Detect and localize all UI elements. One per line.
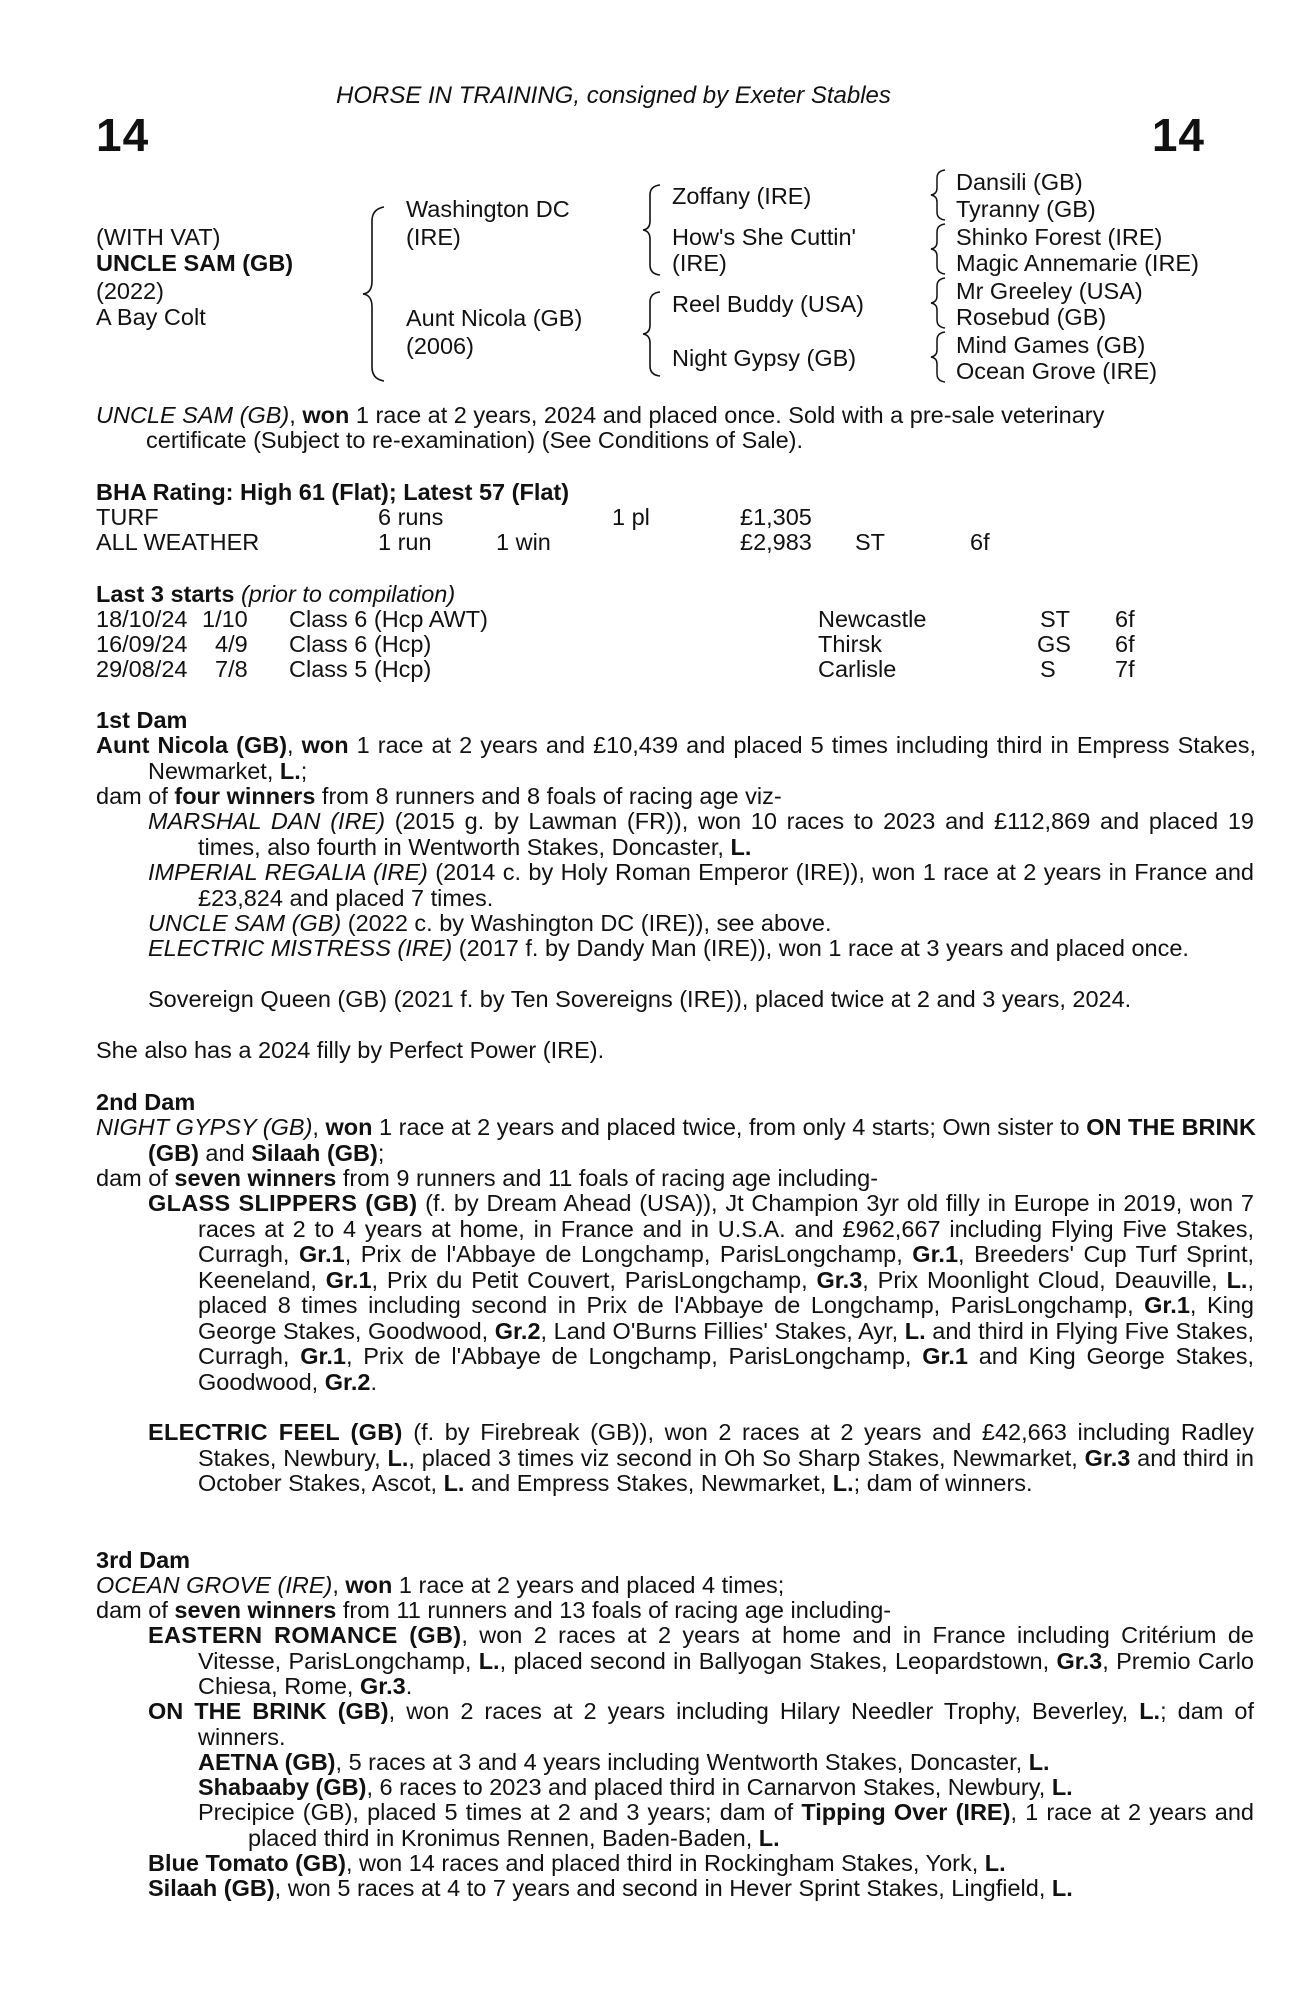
rating-heading: BHA Rating: High 61 (Flat); Latest 57 (Flat) bbox=[96, 479, 570, 505]
pedigree-brace-dam bbox=[640, 290, 666, 378]
dam1-produce-5: Sovereign Queen (GB) (2021 f. by Ten Sovereigns (IRE)), placed twice at 2 and 3 years, 2024. bbox=[148, 986, 1132, 1012]
dam3-produce-blue-tomato: Blue Tomato (GB), won 14 races and placed third in Rockingham Stakes, York, L. bbox=[148, 1850, 1006, 1876]
dam2-produce-electric-feel: ELECTRIC FEEL (GB) (f. by Firebreak (GB)), won 2 races at 2 years and £42,663 including Radley Stakes, Newbury, L., placed 3 times viz second in Oh So Sharp Stakes, Newmarket, Gr.3 and third in October Stakes, Ascot, L. and Empress Stakes, Newmarket, L.; dam of winners. bbox=[148, 1419, 1255, 1496]
start-3-race: Class 5 (Hcp) bbox=[289, 656, 432, 682]
dam3-dam-of: dam of seven winners from 11 runners and 13 foals of racing age including- bbox=[96, 1597, 892, 1623]
dam3-grand-aetna: AETNA (GB), 5 races at 3 and 4 years including Wentworth Stakes, Doncaster, L. bbox=[198, 1749, 1050, 1775]
horse-name: UNCLE SAM (GB) bbox=[96, 250, 294, 276]
g4-6: Rosebud (GB) bbox=[956, 304, 1107, 330]
pedigree-brace-g3-3 bbox=[928, 276, 950, 330]
pedigree-brace-sire bbox=[640, 183, 666, 277]
start-2-pos: 4/9 bbox=[215, 631, 248, 657]
start-2-course: Thirsk bbox=[818, 631, 882, 657]
vat-note: (WITH VAT) bbox=[96, 224, 221, 250]
horse-sex: A Bay Colt bbox=[96, 304, 206, 330]
turf-prize: £1,305 bbox=[740, 504, 812, 530]
aw-distance: 6f bbox=[970, 529, 990, 555]
pedigree-brace-main bbox=[360, 205, 390, 383]
dam2-heading: 2nd Dam bbox=[96, 1089, 196, 1115]
sire-sire: Zoffany (IRE) bbox=[672, 183, 812, 209]
dam1-produce-2: IMPERIAL REGALIA (IRE) (2014 c. by Holy Roman Emperor (IRE)), won 1 race at 2 years in France and £23,824 and placed 7 times. bbox=[148, 859, 1254, 911]
pedigree-brace-g3-4 bbox=[928, 330, 950, 384]
sire-dam: How's She Cuttin' bbox=[672, 224, 856, 250]
sire-name: Washington DC bbox=[406, 196, 570, 222]
sire-dam-country: (IRE) bbox=[672, 250, 727, 276]
dam-name: Aunt Nicola (GB) bbox=[406, 305, 583, 331]
start-1-going: ST bbox=[1040, 606, 1071, 632]
start-1-pos: 1/10 bbox=[202, 606, 248, 632]
page-title: HORSE IN TRAINING, consigned by Exeter Stables bbox=[336, 82, 891, 109]
turf-placed: 1 pl bbox=[612, 504, 650, 530]
turf-runs: 6 runs bbox=[378, 504, 444, 530]
lot-number-right: 14 bbox=[1151, 109, 1205, 161]
start-2-dist: 6f bbox=[1115, 631, 1135, 657]
dam3-produce-eastern-romance: EASTERN ROMANCE (GB), won 2 races at 2 years at home and in France including Critérium de Vitesse, ParisLongchamp, L., placed second in Ballyogan Stakes, Leopardstown, Gr.3, Premio Carlo Chiesa, Rome, Gr.3. bbox=[148, 1622, 1254, 1699]
start-2-date: 16/09/24 bbox=[96, 631, 188, 657]
summary-text-2: certificate (Subject to re-examination) (See Conditions of Sale). bbox=[146, 427, 804, 453]
dam1-produce-4: ELECTRIC MISTRESS (IRE) (2017 f. by Dandy Man (IRE)), won 1 race at 3 years and placed once. bbox=[148, 935, 1189, 961]
g4-2: Tyranny (GB) bbox=[956, 196, 1096, 222]
dam3-grand-precipice: Precipice (GB), placed 5 times at 2 and 3 years; dam of Tipping Over (IRE), 1 race at 2 years and placed third in Kronimus Rennen, Baden-Baden, L. bbox=[198, 1799, 1254, 1851]
g4-4: Magic Annemarie (IRE) bbox=[956, 250, 1199, 276]
start-1-dist: 6f bbox=[1115, 606, 1135, 632]
dam1-paragraph: Aunt Nicola (GB), won 1 race at 2 years and £10,439 and placed 5 times including third in Empress Stakes, Newmarket, L.; bbox=[96, 732, 1256, 784]
dam1-produce-3: UNCLE SAM (GB) (2022 c. by Washington DC (IRE)), see above. bbox=[148, 910, 832, 936]
summary-horse-name: UNCLE SAM (GB) bbox=[96, 402, 290, 428]
g4-8: Ocean Grove (IRE) bbox=[956, 358, 1158, 384]
g4-1: Dansili (GB) bbox=[956, 169, 1083, 195]
aw-surface: ALL WEATHER bbox=[96, 529, 260, 555]
dam3-line: OCEAN GROVE (IRE), won 1 race at 2 years and placed 4 times; bbox=[96, 1572, 785, 1598]
turf-surface: TURF bbox=[96, 504, 159, 530]
start-3-course: Carlisle bbox=[818, 656, 897, 682]
g4-3: Shinko Forest (IRE) bbox=[956, 224, 1163, 250]
dam1-dam-of: dam of four winners from 8 runners and 8 foals of racing age viz- bbox=[96, 783, 782, 809]
aw-runs: 1 run bbox=[378, 529, 432, 555]
g4-7: Mind Games (GB) bbox=[956, 332, 1146, 358]
start-3-going: S bbox=[1040, 656, 1056, 682]
start-2-going: GS bbox=[1037, 631, 1071, 657]
dam3-produce-silaah: Silaah (GB), won 5 races at 4 to 7 years and second in Hever Sprint Stakes, Lingfield, L. bbox=[148, 1875, 1073, 1901]
summary-line-1: UNCLE SAM (GB), won 1 race at 2 years, 2024 and placed once. Sold with a pre-sale veterinary bbox=[96, 402, 1105, 428]
dam1-produce-1: MARSHAL DAN (IRE) (2015 g. by Lawman (FR)), won 10 races to 2023 and £112,869 and placed 19 times, also fourth in Wentworth Stakes, Doncaster, L. bbox=[148, 808, 1254, 860]
start-3-dist: 7f bbox=[1115, 656, 1135, 682]
start-1-race: Class 6 (Hcp AWT) bbox=[289, 606, 488, 632]
sire-country: (IRE) bbox=[406, 224, 461, 250]
dam2-produce-glass-slippers: GLASS SLIPPERS (GB) (f. by Dream Ahead (USA)), Jt Champion 3yr old filly in Europe in 2019, won 7 races at 2 to 4 years at home, in France and in U.S.A. and £962,667 including Flying Five Stakes, Curragh, Gr.1, Prix de l'Abbaye de Longchamp, ParisLongchamp, Gr.1, Breeders' Cup Turf Sprint, Keeneland, Gr.1, Prix du Petit Couvert, ParisLongchamp, Gr.3, Prix Moonlight Cloud, Deauville, L., placed 8 times including second in Prix de l'Abbaye de Longchamp, ParisLongchamp, Gr.1, King George Stakes, Goodwood, Gr.2, Land O'Burns Fillies' Stakes, Ayr, L. and third in Flying Five Stakes, Curragh, Gr.1, Prix de l'Abbaye de Longchamp, ParisLongchamp, Gr.1 and King George Stakes, Goodwood, Gr.2. bbox=[148, 1190, 1255, 1395]
lot-number-left: 14 bbox=[96, 109, 150, 161]
pedigree-brace-g3-1 bbox=[928, 168, 950, 222]
dam-sire: Reel Buddy (USA) bbox=[672, 291, 864, 317]
last-starts-heading: Last 3 starts (prior to compilation) bbox=[96, 581, 456, 607]
dam-dam: Night Gypsy (GB) bbox=[672, 345, 857, 371]
dam3-produce-on-the-brink: ON THE BRINK (GB), won 2 races at 2 years including Hilary Needler Trophy, Beverley, L.; dam of winners. bbox=[148, 1698, 1254, 1750]
start-1-date: 18/10/24 bbox=[96, 606, 188, 632]
horse-year: (2022) bbox=[96, 278, 164, 304]
aw-prize: £2,983 bbox=[740, 529, 812, 555]
g4-5: Mr Greeley (USA) bbox=[956, 278, 1143, 304]
dam3-heading: 3rd Dam bbox=[96, 1547, 191, 1573]
aw-wins: 1 win bbox=[496, 529, 551, 555]
start-1-course: Newcastle bbox=[818, 606, 927, 632]
pedigree-brace-g3-2 bbox=[928, 222, 950, 276]
start-2-race: Class 6 (Hcp) bbox=[289, 631, 432, 657]
dam1-footer: She also has a 2024 filly by Perfect Power (IRE). bbox=[96, 1037, 605, 1063]
dam-year: (2006) bbox=[406, 333, 474, 359]
dam2-paragraph: NIGHT GYPSY (GB), won 1 race at 2 years and placed twice, from only 4 starts; Own sister to ON THE BRINK (GB) and Silaah (GB); bbox=[96, 1114, 1256, 1166]
dam3-grand-shabaaby: Shabaaby (GB), 6 races to 2023 and placed third in Carnarvon Stakes, Newbury, L. bbox=[198, 1774, 1073, 1800]
start-3-pos: 7/8 bbox=[215, 656, 248, 682]
summary-won: won bbox=[302, 402, 350, 428]
dam1-heading: 1st Dam bbox=[96, 707, 188, 733]
dam2-dam-of: dam of seven winners from 9 runners and 11 foals of racing age including- bbox=[96, 1165, 879, 1191]
summary-text-1: 1 race at 2 years, 2024 and placed once. Sold with a pre-sale veterinary bbox=[349, 402, 1105, 428]
aw-going: ST bbox=[855, 529, 886, 555]
start-3-date: 29/08/24 bbox=[96, 656, 188, 682]
